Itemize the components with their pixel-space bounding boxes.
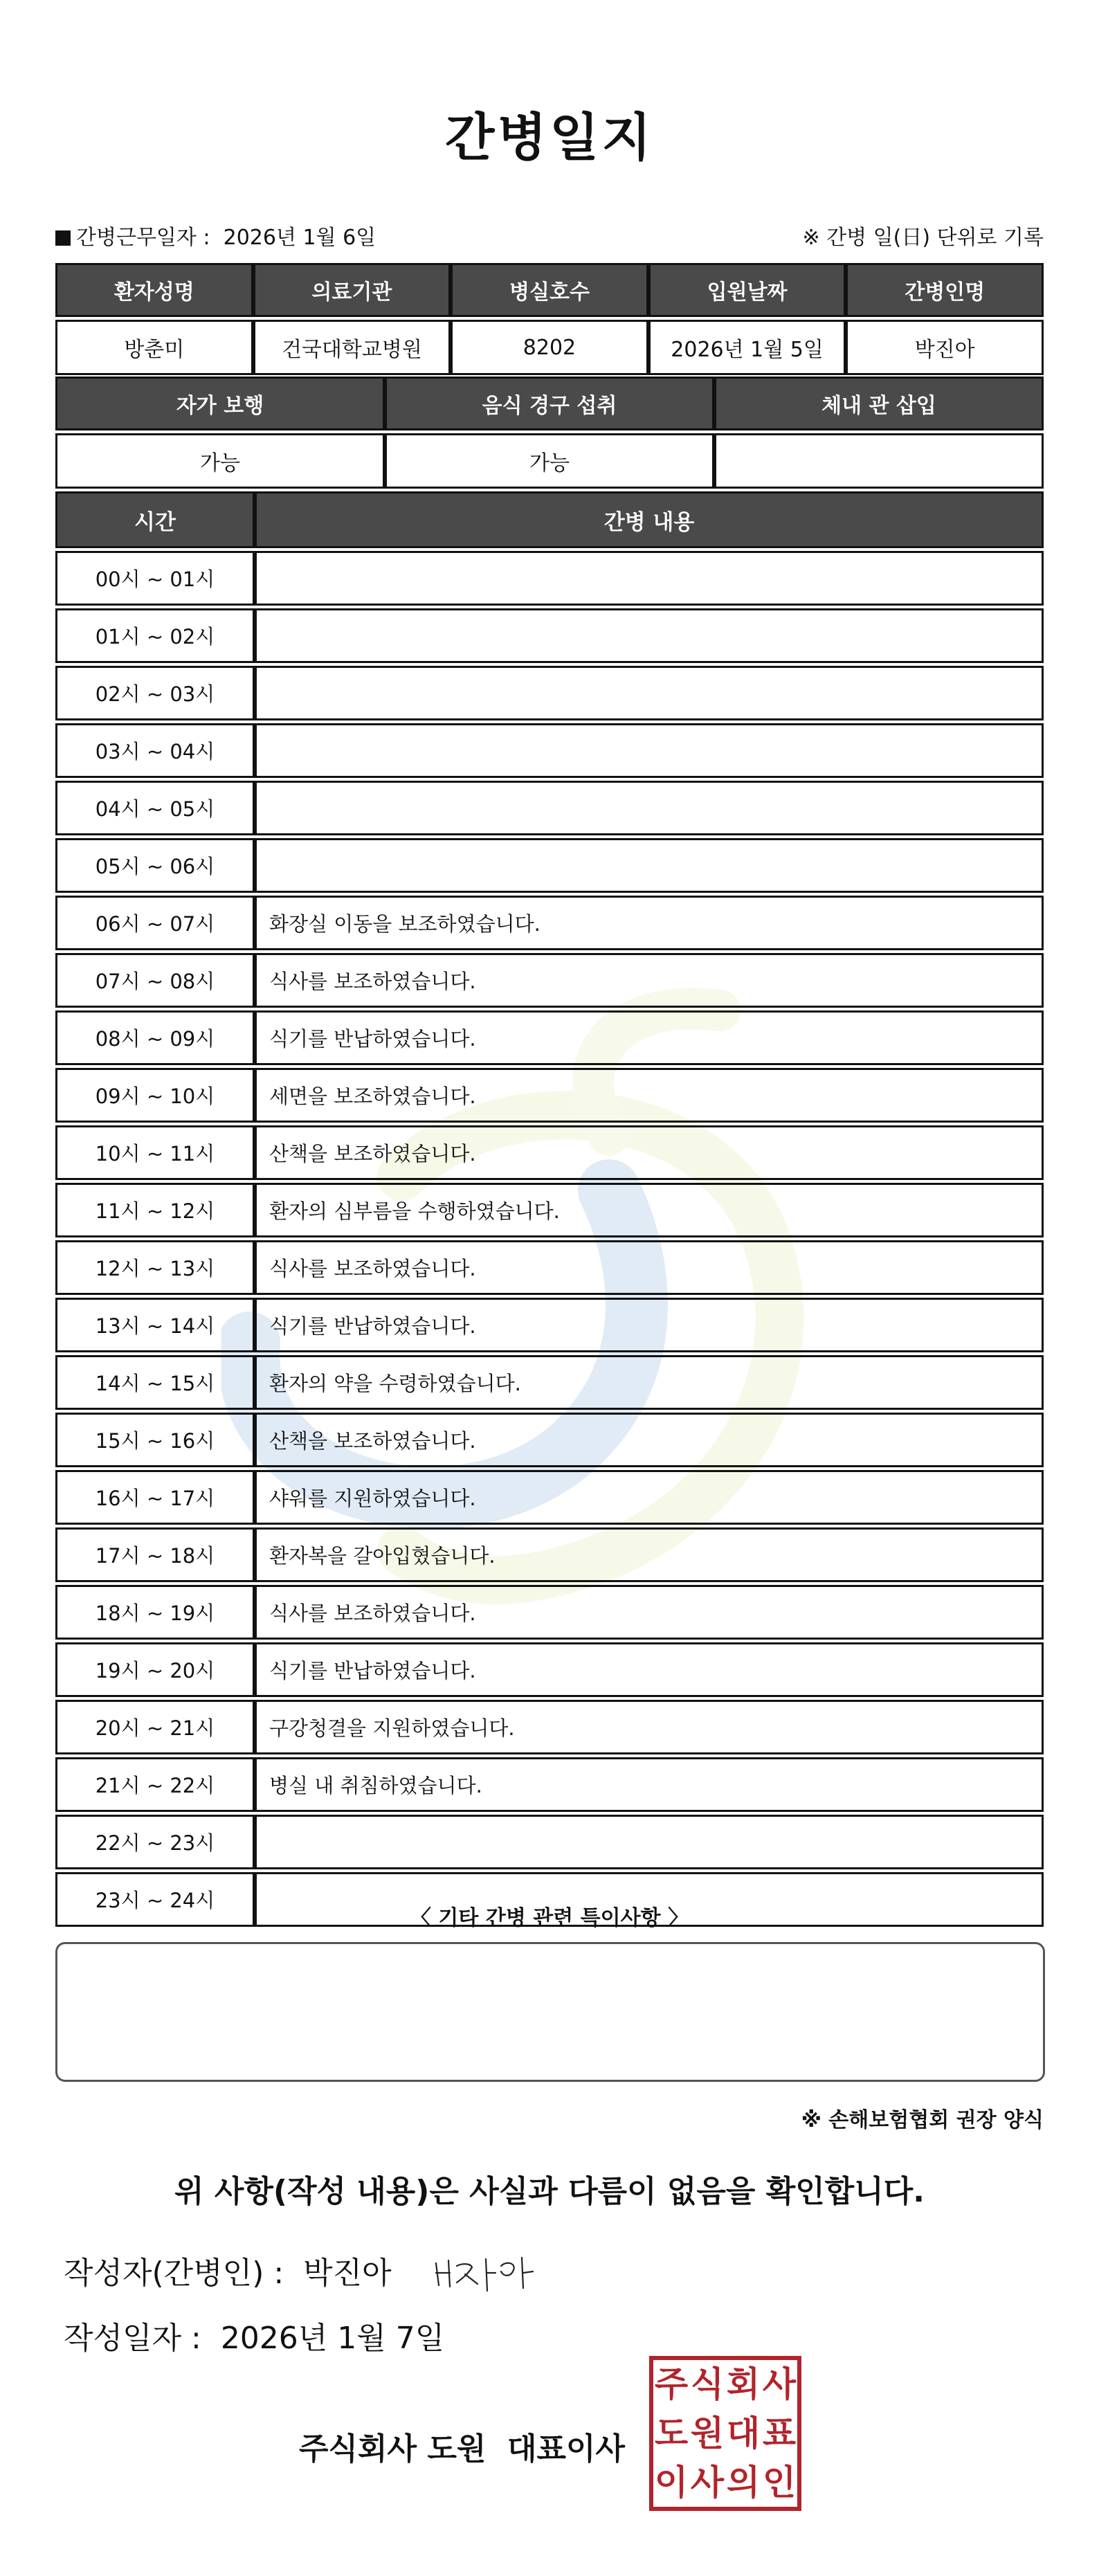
handwritten-signature — [429, 2242, 554, 2305]
header-hospital: 의료기관 — [253, 263, 451, 317]
log-time: 07시 ~ 08시 — [55, 953, 255, 1008]
table-row — [55, 1585, 1044, 1640]
writer-line: 작성자(간병인) : 박진아 — [64, 2256, 392, 2291]
log-content: 화장실 이동을 보조하였습니다. — [255, 896, 1044, 950]
log-time: 21시 ~ 22시 — [55, 1757, 255, 1812]
log-time: 15시 ~ 16시 — [55, 1413, 255, 1467]
work-date-label: 간병근무일자 — [76, 226, 197, 250]
table-row — [55, 896, 1044, 950]
table-row — [55, 1125, 1044, 1180]
log-content — [255, 838, 1044, 893]
log-time: 05시 ~ 06시 — [55, 838, 255, 893]
seal-character: 사 — [762, 2364, 797, 2405]
log-content: 식사를 보조하였습니다. — [255, 1585, 1044, 1640]
log-content: 산책을 보조하였습니다. — [255, 1413, 1044, 1467]
admission-date-value: 2026년 1월 5일 — [648, 320, 846, 375]
log-content: 샤워를 지원하였습니다. — [255, 1470, 1044, 1525]
header-care-content: 간병 내용 — [255, 491, 1044, 548]
log-content: 식기를 반납하였습니다. — [255, 1010, 1044, 1065]
log-time: 03시 ~ 04시 — [55, 723, 255, 778]
write-date-label: 작성일자 — [64, 2321, 182, 2356]
square-bullet-icon — [55, 230, 71, 246]
table-row — [55, 1298, 1044, 1352]
table-row — [55, 953, 1044, 1008]
log-content: 구강청결을 지원하였습니다. — [255, 1700, 1044, 1754]
log-content: 식기를 반납하였습니다. — [255, 1642, 1044, 1697]
seal-character: 의 — [726, 2461, 761, 2503]
table-row — [55, 1355, 1044, 1410]
log-time: 22시 ~ 23시 — [55, 1815, 255, 1869]
log-time: 11시 ~ 12시 — [55, 1183, 255, 1237]
log-time: 13시 ~ 14시 — [55, 1298, 255, 1352]
log-content: 병실 내 취침하였습니다. — [255, 1757, 1044, 1812]
seal-character: 사 — [690, 2461, 725, 2503]
self-walking-value: 가능 — [55, 433, 385, 489]
seal-character: 인 — [762, 2461, 797, 2503]
table-row — [55, 1700, 1044, 1754]
log-content: 산책을 보조하였습니다. — [255, 1125, 1044, 1180]
notes-box — [55, 1942, 1045, 2082]
seal-character: 주 — [654, 2364, 689, 2405]
header-room-number: 병실호수 — [451, 263, 648, 317]
header-patient-name: 환자성명 — [55, 263, 253, 317]
tube-insertion-value — [714, 433, 1044, 489]
header-tube-insertion: 체내 관 삽입 — [714, 377, 1044, 430]
table-row — [55, 1068, 1044, 1123]
log-content — [255, 1815, 1044, 1869]
table-row — [55, 666, 1044, 720]
write-date-value: 2026년 1월 7일 — [220, 2321, 445, 2356]
unit-note: ※ 간병 일(日) 단위로 기록 — [802, 226, 1044, 250]
log-time: 12시 ~ 13시 — [55, 1240, 255, 1295]
log-time: 17시 ~ 18시 — [55, 1527, 255, 1582]
work-date-value: 2026년 1월 6일 — [223, 226, 376, 250]
log-time: 09시 ~ 10시 — [55, 1068, 255, 1123]
oral-intake-value: 가능 — [385, 433, 714, 489]
seal-character: 원 — [690, 2412, 725, 2453]
patient-status-table — [55, 374, 1044, 491]
confirm-statement: 위 사항(작성 내용)은 사실과 다름이 없음을 확인합니다. — [174, 2174, 925, 2209]
log-time: 10시 ~ 11시 — [55, 1125, 255, 1180]
log-content: 식기를 반납하였습니다. — [255, 1298, 1044, 1352]
log-time: 20시 ~ 21시 — [55, 1700, 255, 1754]
log-content: 환자의 약을 수령하였습니다. — [255, 1355, 1044, 1410]
patient-name-value: 방춘미 — [55, 320, 253, 375]
log-time: 19시 ~ 20시 — [55, 1642, 255, 1697]
table-row — [55, 838, 1044, 893]
table-row — [55, 1470, 1044, 1525]
table-row — [55, 1240, 1044, 1295]
log-content: 식사를 보조하였습니다. — [255, 953, 1044, 1008]
table-row — [55, 551, 1044, 606]
table-row — [55, 608, 1044, 663]
room-number-value: 8202 — [451, 320, 648, 375]
company-seal-stamp — [649, 2356, 801, 2511]
seal-character: 대 — [726, 2412, 761, 2453]
company-line: 주식회사 도원 대표이사 — [299, 2431, 625, 2467]
log-time: 18시 ~ 19시 — [55, 1585, 255, 1640]
patient-info-table — [55, 260, 1044, 378]
log-time: 16시 ~ 17시 — [55, 1470, 255, 1525]
header-oral-intake: 음식 경구 섭취 — [385, 377, 714, 430]
log-content: 세면을 보조하였습니다. — [255, 1068, 1044, 1123]
log-content — [255, 781, 1044, 835]
log-time: 06시 ~ 07시 — [55, 896, 255, 950]
log-time: 14시 ~ 15시 — [55, 1355, 255, 1410]
table-row — [55, 1413, 1044, 1467]
care-log-table — [55, 489, 1044, 1930]
table-row — [55, 1642, 1044, 1697]
writer-label: 작성자(간병인) — [64, 2256, 264, 2291]
log-time: 00시 ~ 01시 — [55, 551, 255, 606]
header-admission-date: 입원날짜 — [648, 263, 846, 317]
log-time: 02시 ~ 03시 — [55, 666, 255, 720]
seal-character: 회 — [726, 2364, 761, 2405]
write-date-line: 작성일자 : 2026년 1월 7일 — [64, 2321, 445, 2356]
writer-name: 박진아 — [303, 2256, 392, 2291]
header-time: 시간 — [55, 491, 255, 548]
table-row — [55, 1757, 1044, 1812]
header-caregiver-name: 간병인명 — [846, 263, 1044, 317]
table-row — [55, 1815, 1044, 1869]
caregiver-name-value: 박진아 — [846, 320, 1044, 375]
header-self-walking: 자가 보행 — [55, 377, 385, 430]
log-content: 환자복을 갈아입혔습니다. — [255, 1527, 1044, 1582]
log-content — [255, 723, 1044, 778]
seal-character: 이 — [654, 2461, 689, 2503]
log-content: 환자의 심부름을 수행하였습니다. — [255, 1183, 1044, 1237]
log-content — [255, 608, 1044, 663]
care-log-body — [55, 551, 1044, 1927]
work-date: 간병근무일자 : 2026년 1월 6일 — [55, 220, 376, 251]
table-row — [55, 723, 1044, 778]
seal-character: 도 — [654, 2412, 689, 2453]
recommend-note: ※ 손해보험협회 권장 양식 — [801, 2108, 1044, 2132]
table-row — [55, 1010, 1044, 1065]
document-title: 간병일지 — [445, 108, 654, 167]
seal-character: 식 — [690, 2364, 725, 2405]
notes-title: 〈 기타 간병 관련 특이사항 〉 — [410, 1906, 689, 1930]
table-row — [55, 1183, 1044, 1237]
log-content — [255, 551, 1044, 606]
table-row — [55, 781, 1044, 835]
log-content: 식사를 보조하였습니다. — [255, 1240, 1044, 1295]
hospital-value: 건국대학교병원 — [253, 320, 451, 375]
table-row — [55, 1527, 1044, 1582]
log-time: 23시 ~ 24시 — [55, 1872, 255, 1927]
log-content — [255, 666, 1044, 720]
seal-character: 표 — [762, 2412, 797, 2453]
log-time: 08시 ~ 09시 — [55, 1010, 255, 1065]
log-time: 04시 ~ 05시 — [55, 781, 255, 835]
log-time: 01시 ~ 02시 — [55, 608, 255, 663]
